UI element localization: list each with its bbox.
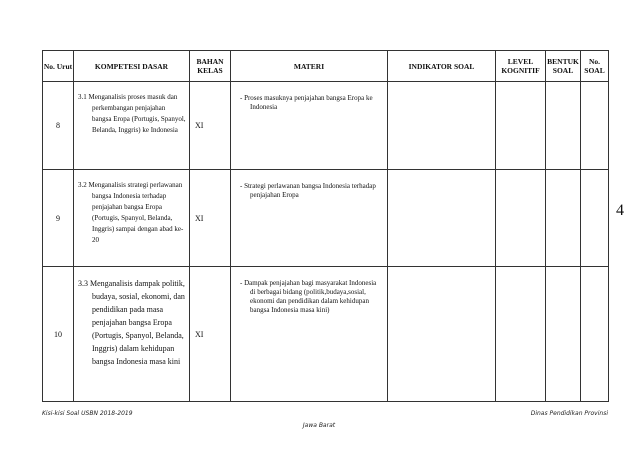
header-row	[43, 51, 609, 82]
table-row	[43, 82, 609, 170]
page-number: 4	[616, 202, 624, 219]
row-number: 10	[43, 267, 74, 402]
no-soal-cell	[581, 82, 609, 170]
level-cell	[496, 170, 546, 267]
bentuk-cell	[546, 267, 581, 402]
no-soal-cell	[581, 267, 609, 402]
kompetensi-cell	[74, 82, 190, 170]
no-soal-cell	[581, 170, 609, 267]
header-kompetensi-dasar: KOMPETESI DASAR	[74, 51, 190, 82]
materi-text: - Strategi perlawanan bangsa Indonesia terhadap penjajahan Eropa	[240, 182, 376, 199]
level-cell	[496, 82, 546, 170]
indikator-cell	[388, 267, 496, 402]
materi-cell	[231, 82, 388, 170]
kisi-kisi-table	[42, 50, 609, 402]
row-number: 9	[43, 170, 74, 267]
table-row	[43, 170, 609, 267]
materi-text: - Proses masuknya penjajahan bangsa Eropa ke Indonesia	[240, 94, 373, 111]
kelas-cell: XI	[190, 170, 231, 267]
kompetensi-cell	[74, 170, 190, 267]
bentuk-cell	[546, 170, 581, 267]
header-indikator-soal: INDIKATOR SOAL	[388, 51, 496, 82]
kelas-cell: XI	[190, 82, 231, 170]
kompetensi-text: 3.1 Menganalisis proses masuk dan perkembangan penjajahan bangsa Eropa (Portugis, Spanyol, Belanda, Inggris) ke Indonesia	[78, 93, 186, 134]
header-bentuk-soal: BENTUK SOAL	[546, 51, 581, 82]
header-no-urut: No. Urut	[43, 51, 74, 82]
level-cell	[496, 267, 546, 402]
indikator-cell	[388, 170, 496, 267]
row-number: 8	[43, 82, 74, 170]
bentuk-cell	[546, 82, 581, 170]
header-no-soal: No. SOAL	[581, 51, 609, 82]
header-materi: MATERI	[231, 51, 388, 82]
kompetensi-text: 3.2 Menganalisis strategi perlawanan bangsa Indonesia terhadap penjajahan bangsa Eropa (Portugis, Spanyol, Belanda, Inggris) sampai dengan abad ke-20	[78, 181, 184, 244]
kelas-cell: XI	[190, 267, 231, 402]
header-level-kognitif: LEVEL KOGNITIF	[496, 51, 546, 82]
header-bahan-kelas: BAHAN KELAS	[190, 51, 231, 82]
kompetensi-cell	[74, 267, 190, 402]
footer-right-text: Dinas Pendidikan Provinsi	[530, 410, 608, 417]
indikator-cell	[388, 82, 496, 170]
footer-center-text: Jawa Barat	[302, 422, 336, 429]
materi-cell	[231, 170, 388, 267]
materi-text: - Dampak penjajahan bagi masyarakat Indonesia di berbagai bidang (politik,budaya,sosial, ekonomi dan pendidikan dalam kehidupan bangsa Indonesia masa kini)	[240, 279, 377, 314]
footer-left-text: Kisi-kisi Soal USBN 2018-2019	[42, 410, 133, 417]
materi-cell	[231, 267, 388, 402]
table-row	[43, 267, 609, 402]
kompetensi-text: 3.3 Menganalisis dampak politik, budaya, sosial, ekonomi, dan pendidikan pada masa penjajahan bangsa Eropa (Portugis, Spanyol, Belanda, Inggris) dalam kehidupan bangsa Indonesia masa kini	[78, 279, 185, 366]
